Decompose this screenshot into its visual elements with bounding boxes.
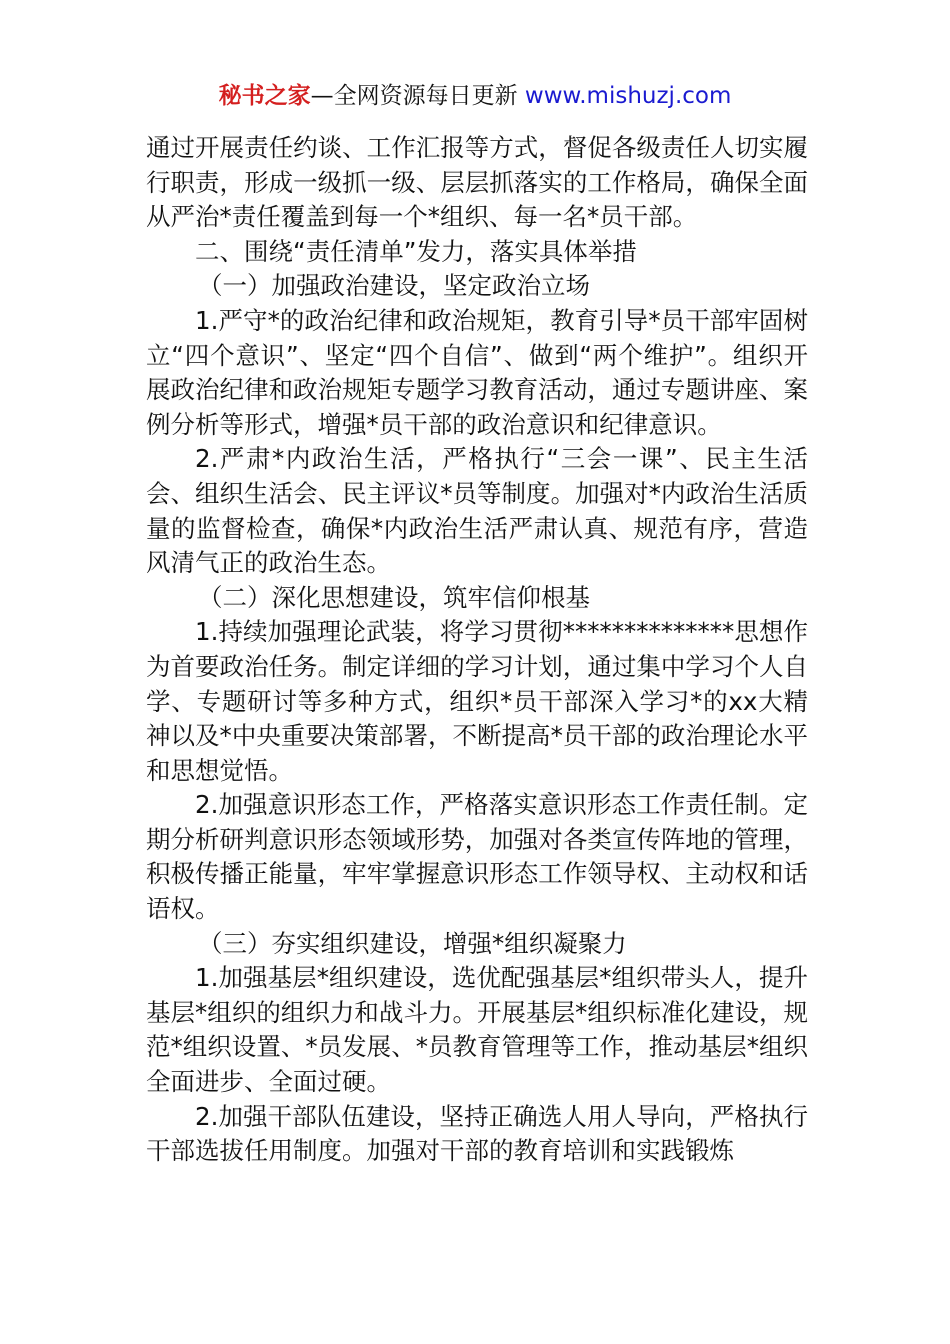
paragraph-item: 2.加强干部队伍建设，坚持正确选人用人导向，严格执行干部选拔任用制度。加强对干部的教育培训和实践锻炼: [146, 1101, 808, 1166]
section-heading-2: 二、围绕“责任清单”发力，落实具体举措: [195, 236, 637, 266]
paragraph-item: 1.加强基层*组织建设，选优配强基层*组织带头人，提升基层*组织的组织力和战斗力。开展基层*组织标准化建设，规范*组织设置、*员发展、*员教育管理等工作，推动基层*组织全面进步、全面过硬。: [146, 963, 808, 1097]
paragraph-item: 2.加强意识形态工作，严格落实意识形态工作责任制。定期分析研判意识形态领域形势，加强对各类宣传阵地的管理，积极传播正能量，牢牢掌握意识形态工作领导权、主动权和话语权。: [146, 790, 808, 924]
paragraph-continuation: 通过开展责任约谈、工作汇报等方式，督促各级责任人切实履行职责，形成一级抓一级、层层抓落实的工作格局，确保全面从严治*责任覆盖到每一个*组织、每一名*员干部。: [146, 133, 808, 232]
subsection-heading-2: （二）深化思想建设，筑牢信仰根基: [198, 582, 590, 612]
subsection-heading-1: （一）加强政治建设，坚定政治立场: [198, 271, 590, 301]
subsection-heading-3: （三）夯实组织建设，增强*组织凝聚力: [198, 928, 627, 958]
paragraph-item: 1.严守*的政治纪律和政治规矩，教育引导*员干部牢固树立“四个意识”、坚定“四个自信”、做到“两个维护”。组织开展政治纪律和政治规矩专题学习教育活动，通过专题讲座、案例分析等形式，增强*员干部的政治意识和纪律意识。: [146, 305, 808, 439]
document-body: [146, 131, 808, 1169]
brand-name: 秘书之家: [218, 83, 311, 109]
site-url[interactable]: www.mishuzj.com: [524, 83, 732, 109]
paragraph-item: 1.持续加强理论武装，将学习贯彻**************思想作为首要政治任务。制定详细的学习计划，通过集中学习个人自学、专题研讨等多种方式，组织*员干部深入学习*的xx大精神以及*中央重要决策部署，不断提高*员干部的政治理论水平和思想觉悟。: [146, 617, 808, 785]
header-tagline: —全网资源每日更新: [310, 83, 518, 109]
paragraph-item: 2.严肃*内政治生活，严格执行“三会一课”、民主生活会、组织生活会、民主评议*员等制度。加强对*内政治生活质量的监督检查，确保*内政治生活严肃认真、规范有序，营造风清气正的政治生态。: [146, 444, 808, 578]
page-header: [0, 80, 950, 112]
